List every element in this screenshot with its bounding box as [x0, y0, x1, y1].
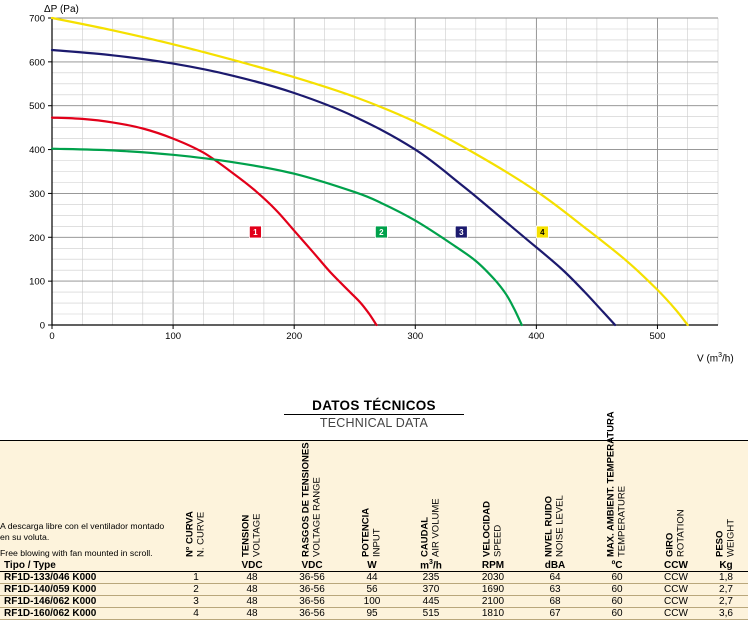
cell-voltage-range: 36-56 — [280, 571, 344, 583]
header-voltage-range-en: VOLTAGE RANGE — [311, 476, 322, 557]
cell-airflow: 515 — [400, 607, 462, 619]
cell-voltage: 48 — [224, 571, 280, 583]
cell-voltage-range: 36-56 — [280, 583, 344, 595]
cell-curve: 1 — [168, 571, 224, 583]
table-row — [0, 583, 748, 595]
cell-voltage-range: 36-56 — [280, 595, 344, 607]
cell-curve: 3 — [168, 595, 224, 607]
cell-rotation: CCW — [648, 595, 704, 607]
svg-text:400: 400 — [528, 331, 545, 342]
cell-speed: 1810 — [462, 607, 524, 619]
cell-noise: 63 — [524, 583, 586, 595]
header-rotation-es: GIRO — [664, 532, 676, 557]
cell-speed: 1690 — [462, 583, 524, 595]
header-power — [344, 441, 400, 559]
cell-voltage: 48 — [224, 595, 280, 607]
unit-rotation: CCW — [648, 559, 704, 572]
header-speed-en: SPEED — [492, 524, 503, 557]
table-row — [0, 595, 748, 607]
cell-temperature: 60 — [586, 595, 648, 607]
chart-tick-labels — [29, 14, 665, 343]
svg-text:2: 2 — [379, 228, 384, 238]
title-spanish: DATOS TÉCNICOS — [312, 398, 436, 413]
header-voltage-en: VOLTAGE — [251, 513, 262, 557]
description-english: Free blowing with fan mounted in scroll. — [0, 548, 153, 558]
cell-power: 56 — [344, 583, 400, 595]
header-airflow-en: AIR VOLUME — [430, 497, 441, 557]
header-curve-en: N. CURVE — [195, 511, 206, 557]
header-speed — [462, 441, 524, 559]
table-unit-row — [0, 559, 748, 572]
cell-curve: 2 — [168, 583, 224, 595]
cell-weight: 2,7 — [704, 595, 748, 607]
header-temperature-es: MAX. AMBIENT. TEMPERATURA — [605, 410, 617, 557]
chart-axes — [48, 18, 718, 329]
header-weight — [704, 441, 748, 559]
description-cell — [0, 441, 168, 559]
cell-type: RF1D-160/062 K000 — [0, 607, 168, 619]
header-rotation-en: ROTATION — [675, 508, 686, 557]
technical-data-heading — [0, 398, 748, 430]
cell-noise: 64 — [524, 571, 586, 583]
table-body — [0, 571, 748, 619]
cell-type: RF1D-133/046 K000 — [0, 571, 168, 583]
svg-text:500: 500 — [649, 331, 666, 342]
table-row — [0, 571, 748, 583]
header-airflow — [400, 441, 462, 559]
svg-text:700: 700 — [29, 13, 45, 25]
svg-text:400: 400 — [29, 145, 45, 157]
header-curve-es: Nº CURVA — [184, 510, 196, 557]
header-temperature-en: TEMPERATURE — [616, 485, 627, 557]
unit-speed: RPM — [462, 559, 524, 572]
technical-data-section — [0, 398, 748, 620]
svg-text:200: 200 — [29, 232, 45, 244]
cell-airflow: 370 — [400, 583, 462, 595]
header-voltage-es: TENSION — [240, 514, 252, 557]
svg-text:1: 1 — [253, 228, 258, 238]
unit-weight: Kg — [704, 559, 748, 572]
cell-voltage-range: 36-56 — [280, 607, 344, 619]
svg-text:0: 0 — [39, 320, 45, 332]
header-voltage — [224, 441, 280, 559]
header-speed-es: VELOCIDAD — [481, 500, 493, 557]
y-axis-title: ΔP (Pa) — [44, 4, 79, 15]
unit-voltage-range: VDC — [280, 559, 344, 572]
cell-curve: 4 — [168, 607, 224, 619]
svg-text:3: 3 — [459, 228, 464, 238]
table-header-row — [0, 441, 748, 559]
cell-speed: 2100 — [462, 595, 524, 607]
cell-voltage: 48 — [224, 583, 280, 595]
cell-voltage: 48 — [224, 607, 280, 619]
title-divider — [284, 414, 464, 415]
svg-text:100: 100 — [29, 276, 45, 288]
header-noise-en: NOISE LEVEL — [554, 494, 565, 557]
description-spanish: A descarga libre con el ventilador montado en su voluta. — [0, 521, 165, 542]
header-airflow-es: CAUDAL — [419, 516, 431, 557]
chart-gridlines — [52, 18, 718, 325]
unit-power: W — [344, 559, 400, 572]
header-weight-en: WEIGHT — [725, 518, 736, 557]
svg-text:300: 300 — [29, 188, 45, 200]
table-row — [0, 607, 748, 619]
svg-text:600: 600 — [29, 57, 45, 69]
cell-noise: 67 — [524, 607, 586, 619]
title-english: TECHNICAL DATA — [319, 416, 429, 430]
header-rotation — [648, 441, 704, 559]
cell-weight: 1,8 — [704, 571, 748, 583]
cell-rotation: CCW — [648, 583, 704, 595]
cell-speed: 2030 — [462, 571, 524, 583]
unit-airflow: $m^3/h$ — [400, 559, 462, 572]
cell-type: RF1D-146/062 K000 — [0, 595, 168, 607]
header-power-es: POTENCIA — [360, 507, 372, 557]
unit-voltage: VDC — [224, 559, 280, 572]
svg-text:100: 100 — [165, 331, 182, 342]
header-power-en: INPUT — [371, 528, 382, 557]
svg-text:300: 300 — [407, 331, 424, 342]
cell-airflow: 445 — [400, 595, 462, 607]
x-axis-title: V $(m^3/h)$ — [697, 352, 734, 365]
svg-text:200: 200 — [286, 331, 303, 342]
unit-noise: dBA — [524, 559, 586, 572]
header-temperature — [586, 410, 648, 559]
cell-weight: 2,7 — [704, 583, 748, 595]
header-noise-es: NIVEL RUIDO — [543, 495, 555, 557]
cell-rotation: CCW — [648, 607, 704, 619]
cell-temperature: 60 — [586, 571, 648, 583]
cell-temperature: 60 — [586, 583, 648, 595]
cell-rotation: CCW — [648, 571, 704, 583]
header-curve — [168, 441, 224, 559]
unit-curve — [168, 559, 224, 572]
cell-type: RF1D-140/059 K000 — [0, 583, 168, 595]
header-voltage-range — [280, 441, 344, 559]
cell-temperature: 60 — [586, 607, 648, 619]
cell-power: 100 — [344, 595, 400, 607]
header-voltage-range-es: RASGOS DE TENSIONES — [300, 441, 312, 557]
header-noise — [524, 441, 586, 559]
header-weight-es: PESO — [714, 530, 726, 557]
cell-noise: 68 — [524, 595, 586, 607]
cell-power: 95 — [344, 607, 400, 619]
cell-power: 44 — [344, 571, 400, 583]
unit-temperature: ºC — [586, 559, 648, 572]
svg-text:4: 4 — [540, 228, 545, 238]
unit-type: Tipo / Type — [0, 559, 168, 572]
cell-airflow: 235 — [400, 571, 462, 583]
svg-text:500: 500 — [29, 101, 45, 113]
svg-text:0: 0 — [49, 331, 55, 342]
cell-weight: 3,6 — [704, 607, 748, 619]
